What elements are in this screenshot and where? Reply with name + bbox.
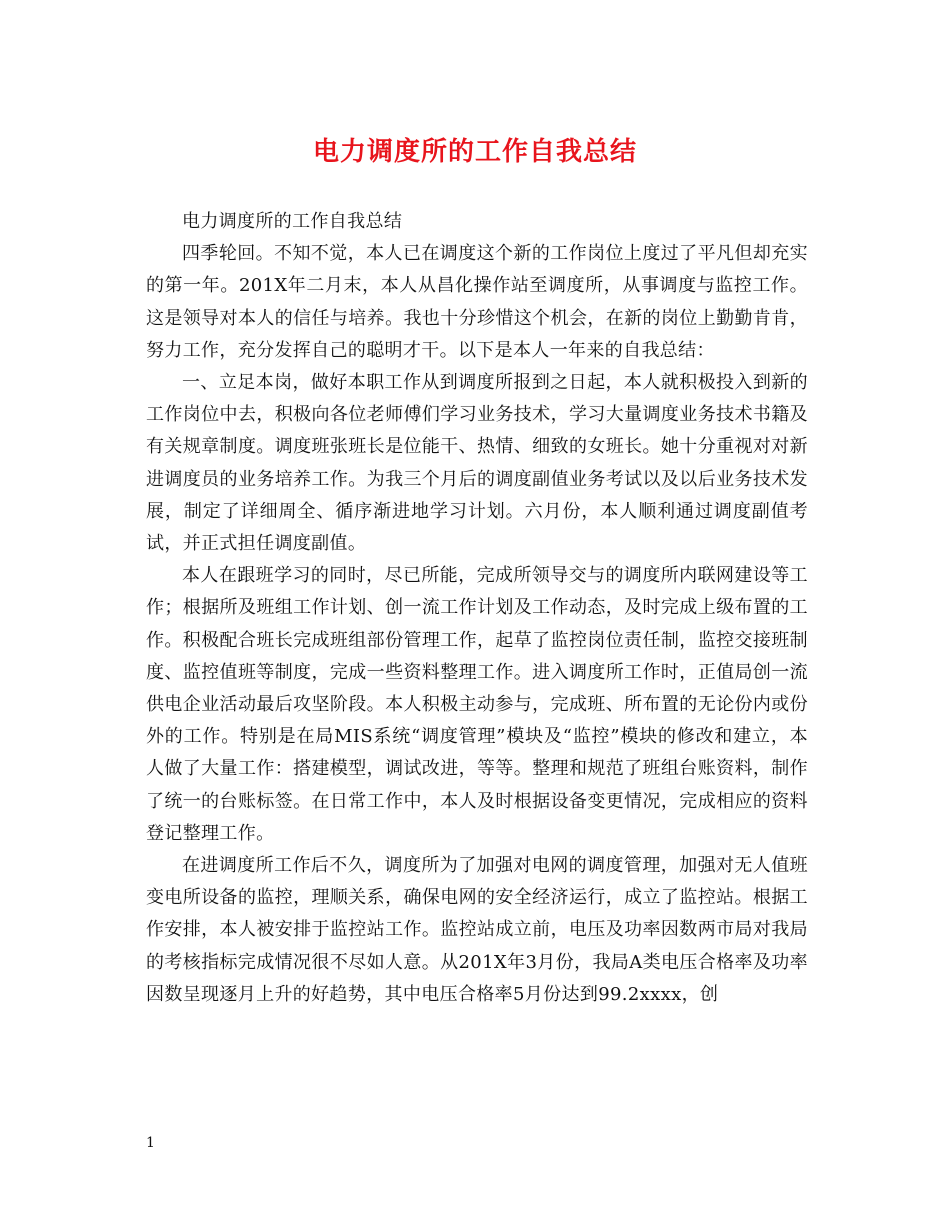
paragraph-intro: 四季轮回。不知不觉，本人已在调度这个新的工作岗位上度过了平凡但却充实的第一年。201X年二月末，本人从昌化操作站至调度所，从事调度与监控工作。这是领导对本人的信任与培养。我也十分珍惜这个机会，在新的岗位上勤勤肯肯，努力工作，充分发挥自己的聪明才干。以下是本人一年来的自我总结： — [146, 243, 808, 361]
document-title: 电力调度所的工作自我总结 — [312, 137, 637, 167]
paragraph-section-one: 一、立足本岗，做好本职工作从到调度所报到之日起，本人就积极投入到新的工作岗位中去，积极向各位老师傅们学习业务技术，学习大量调度业务技术书籍及有关规章制度。调度班张班长是位能干、热情、细致的女班长。她十分重视对对新进调度员的业务培养工作。为我三个月后的调度副值业务考试以及以后业务技术发展，制定了详细周全、循序渐进地学习计划。六月份，本人顺利通过调度副值考试，并正式担任调度副值。 — [146, 372, 808, 555]
paragraph-heading: 电力调度所的工作自我总结 — [182, 211, 403, 232]
paragraph-network-work: 本人在跟班学习的同时，尽已所能，完成所领导交与的调度所内联网建设等工作；根据所及班组工作计划、创一流工作计划及工作动态，及时完成上级布置的工作。积极配合班长完成班组部份管理工作，起草了监控岗位责任制，监控交接班制度、监控值班等制度，完成一些资料整理工作。进入调度所工作时，正值局创一流供电企业活动最后攻坚阶段。本人积极主动参与，完成班、所布置的无论份内或份外的工作。特别是在局MIS系统“调度管理”模块及“监控”模块的修改和建立，本人做了大量工作：搭建模型，调试改进，等等。整理和规范了班组台账资料，制作了统一的台账标签。在日常工作中，本人及时根据设备变更情况，完成相应的资料登记整理工作。 — [146, 565, 808, 844]
page-number: 1 — [146, 1135, 155, 1151]
document-body — [146, 206, 808, 1011]
paragraph-monitoring-station: 在进调度所工作后不久，调度所为了加强对电网的调度管理，加强对无人值班变电所设备的监控，理顺关系，确保电网的安全经济运行，成立了监控站。根据工作安排，本人被安排于监控站工作。监控站成立前，电压及功率因数两市局对我局的考核指标完成情况很不尽如人意。从201X年3月份，我局A类电压合格率及功率因数呈现逐月上升的好趋势，其中电压合格率5月份达到99.2xxxx，创 — [146, 855, 808, 1005]
